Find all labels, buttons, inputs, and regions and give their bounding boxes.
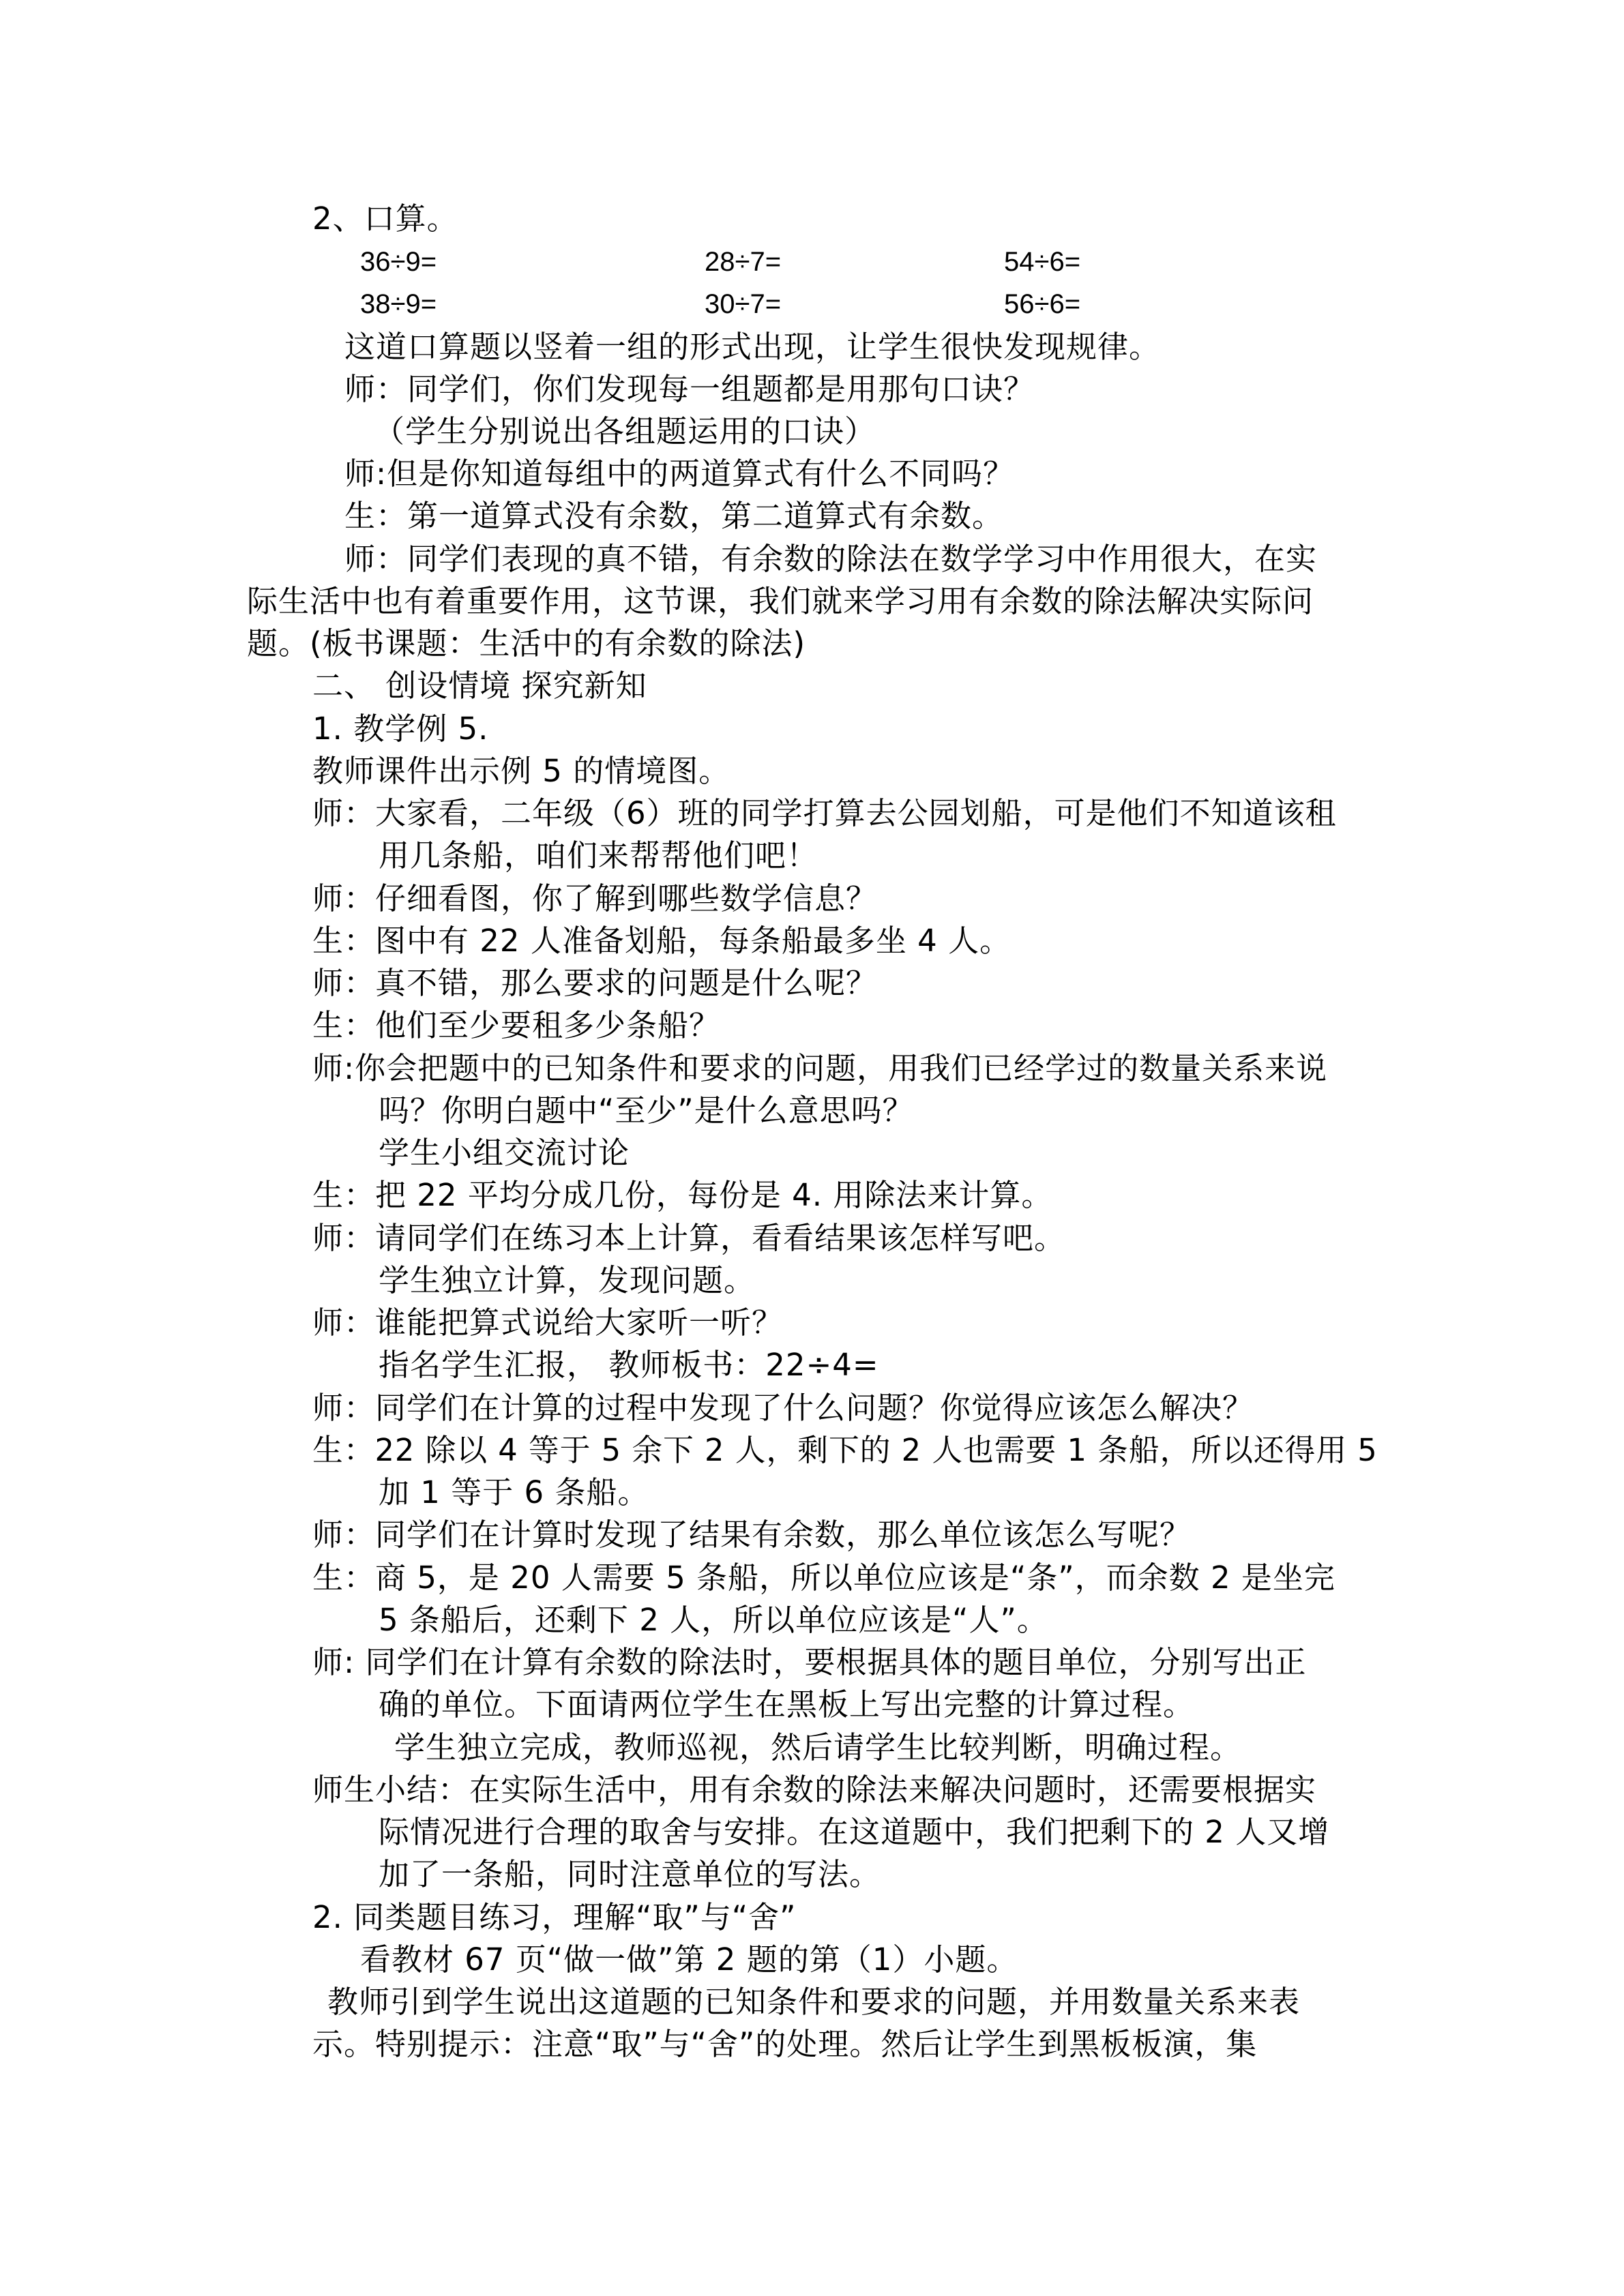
dialogue-line: 师：真不错，那么要求的问题是什么呢？ — [312, 965, 878, 1001]
paragraph-line: 示。特别提示：注意“取”与“舍”的处理。然后让学生到黑板板演，集 — [312, 2026, 1258, 2062]
oral-problem: 30÷7= — [705, 289, 782, 319]
dialogue-line: 师：谁能把算式说给大家听一听？ — [312, 1304, 784, 1341]
dialogue-line: （学生分别说出各组题运用的口诀） — [374, 413, 876, 449]
oral-problem: 28÷7= — [705, 247, 782, 277]
dialogue-line: 师：请同学们在练习本上计算，看看结果该怎样写吧。 — [312, 1220, 1066, 1256]
dialogue-line: 生：商 5，是 20 人需要 5 条船，所以单位应该是“条”，而余数 2 是坐完 — [312, 1560, 1335, 1596]
dialogue-line: 生：图中有 22 人准备划船，每条船最多坐 4 人。 — [312, 923, 1012, 959]
paragraph-line: 教师引到学生说出这道题的已知条件和要求的问题，并用数量关系来表 — [327, 1984, 1301, 2020]
subsection-heading: 2. 同类题目练习，理解“取”与“舍” — [312, 1899, 797, 1935]
summary-line: 师生小结：在实际生活中，用有余数的除法来解决问题时，还需要根据实 — [312, 1772, 1317, 1808]
oral-problem: 38÷9= — [360, 289, 437, 319]
dialogue-line: 师:你会把题中的已知条件和要求的问题，用我们已经学过的数量关系来说 — [312, 1050, 1328, 1086]
dialogue-continuation: 吗？你明白题中“至少”是什么意思吗？ — [379, 1092, 914, 1129]
stage-direction: 学生独立完成，教师巡视，然后请学生比较判断，明确过程。 — [394, 1729, 1242, 1765]
dialogue-line: 生：22 除以 4 等于 5 余下 2 人，剩下的 2 人也需要 1 条船，所以还得用 5 — [312, 1432, 1378, 1468]
oral-problem: 54÷6= — [1004, 247, 1081, 277]
dialogue-line: 生：把 22 平均分成几份，每份是 4. 用除法来计算。 — [312, 1177, 1053, 1213]
section-heading: 二、 创设情境 探究新知 — [312, 668, 647, 704]
dialogue-line: 师：大家看，二年级（6）班的同学打算去公园划船，可是他们不知道该租 — [312, 795, 1337, 831]
dialogue-line: 师：仔细看图，你了解到哪些数学信息？ — [312, 880, 878, 916]
oral-problem: 56÷6= — [1004, 289, 1081, 319]
summary-continuation: 际情况进行合理的取舍与安排。在这道题中，我们把剩下的 2 人又增 — [379, 1814, 1330, 1850]
stage-direction: 指名学生汇报， 教师板书：22÷4= — [379, 1347, 879, 1383]
summary-continuation: 加了一条船，同时注意单位的写法。 — [379, 1856, 881, 1892]
dialogue-line: 师: 同学们在计算有余数的除法时，要根据具体的题目单位，分别写出正 — [312, 1644, 1307, 1680]
dialogue-line: 师：同学们在计算时发现了结果有余数，那么单位该怎么写呢？ — [312, 1517, 1192, 1553]
dialogue-continuation: 用几条船，咱们来帮帮他们吧！ — [379, 837, 818, 874]
dialogue-line: 生：他们至少要租多少条船？ — [312, 1007, 721, 1043]
paragraph-line: 教师课件出示例 5 的情境图。 — [312, 753, 730, 789]
stage-direction: 学生小组交流讨论 — [379, 1135, 630, 1171]
dialogue-line: 生：第一道算式没有余数，第二道算式有余数。 — [344, 498, 1004, 534]
dialogue-line: 师：同学们，你们发现每一组题都是用那句口诀？ — [344, 371, 1035, 407]
section-heading-oral: 2、口算。 — [312, 200, 458, 237]
oral-problem: 36÷9= — [360, 247, 437, 277]
dialogue-line: 师：同学们在计算的过程中发现了什么问题？你觉得应该怎么解决？ — [312, 1390, 1254, 1426]
dialogue-continuation: 5 条船后，还剩下 2 人，所以单位应该是“人”。 — [379, 1602, 1048, 1638]
stage-direction: 学生独立计算，发现问题。 — [379, 1262, 756, 1298]
dialogue-continuation: 确的单位。下面请两位学生在黑板上写出完整的计算过程。 — [379, 1686, 1195, 1723]
dialogue-continuation: 加 1 等于 6 条船。 — [379, 1474, 649, 1510]
paragraph-line: 看教材 67 页“做一做”第 2 题的第（1）小题。 — [360, 1941, 1018, 1978]
subsection-heading: 1. 教学例 5. — [312, 711, 489, 747]
dialogue-line: 师:但是你知道每组中的两道算式有什么不同吗？ — [344, 456, 1015, 492]
paragraph-line: 际生活中也有着重要作用，这节课，我们就来学习用有余数的除法解决实际问 — [247, 583, 1314, 619]
dialogue-line: 师：同学们表现的真不错，有余数的除法在数学学习中作用很大，在实 — [344, 541, 1318, 577]
paragraph-line: 这道口算题以竖着一组的形式出现，让学生很快发现规律。 — [344, 329, 1161, 365]
paragraph-line: 题。(板书课题：生活中的有余数的除法) — [247, 625, 806, 661]
